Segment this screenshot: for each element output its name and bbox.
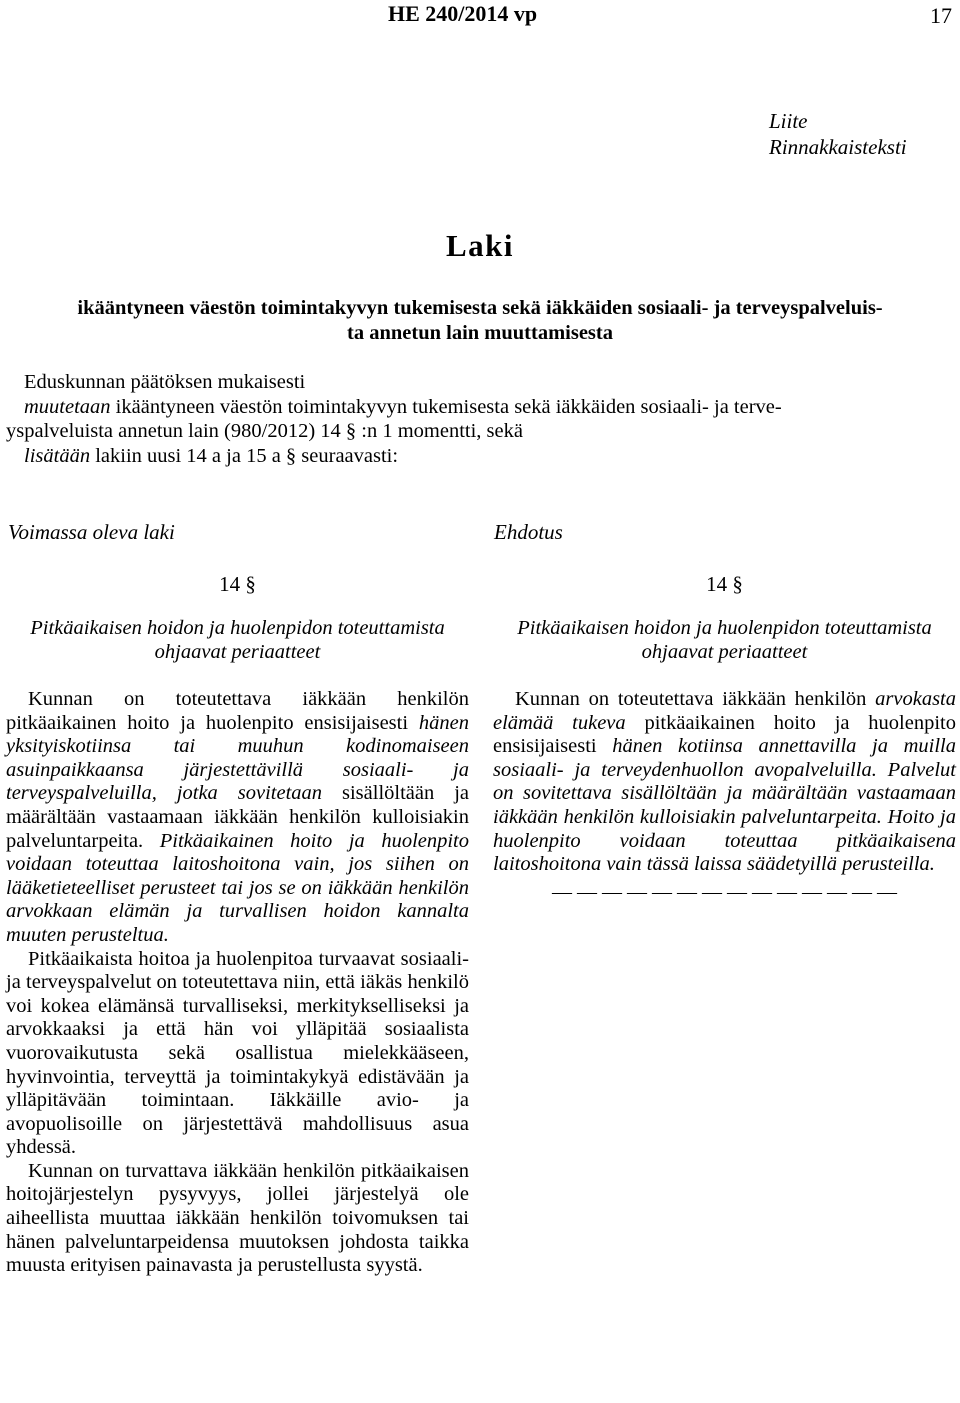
intro-line-1: Eduskunnan päätöksen mukaisesti bbox=[24, 371, 306, 393]
law-name bbox=[0, 296, 960, 346]
section-number: 14 § bbox=[706, 572, 743, 596]
paragraph-3: Kunnan on turvattava iäkkään henkilön pitkäaikaisen hoitojärjestelyn pysyvyys, jollei järjestelyä ole aiheellista muuttaa iäkkään henkilön toivomuksen tai hänen palveluntarpeidensa muutoksen johdosta taikka muusta erityisen painavasta ja perustellusta syystä. bbox=[6, 1159, 469, 1277]
paragraph-1-part-c: sisällöltään ja määrältään vastaamaan iäkkään henkilön kulloisiakin palveluntarpeita. bbox=[6, 782, 469, 852]
section-title: Pitkäaikaisen hoidon ja huolenpidon toteuttamista ohjaavat periaatteet bbox=[30, 617, 445, 663]
intro-line-4-rest: lakiin uusi 14 a ja 15 a § seuraavasti: bbox=[90, 444, 399, 467]
section-number: 14 § bbox=[219, 572, 256, 596]
section-title: Pitkäaikaisen hoidon ja huolenpidon toteuttamista ohjaavat periaatteet bbox=[517, 617, 932, 663]
column-heading-proposal: Ehdotus bbox=[494, 520, 563, 544]
intro-line-2 bbox=[24, 395, 952, 420]
column-heading-current-law: Voimassa oleva laki bbox=[8, 520, 175, 544]
page-number: 17 bbox=[930, 3, 952, 28]
intro-verb-add: lisätään bbox=[24, 444, 91, 467]
current-law-column bbox=[6, 570, 469, 1278]
law-name-line-1: ikääntyneen väestön toimintakyvyn tukemisesta sekä iäkkäiden sosiaali- ja terveyspalveluis- bbox=[77, 297, 883, 319]
intro-line-4 bbox=[24, 444, 952, 469]
document-id: HE 240/2014 vp bbox=[388, 1, 538, 26]
appendix-line-2: Rinnakkaisteksti bbox=[769, 135, 907, 159]
paragraph-1 bbox=[493, 688, 956, 877]
paragraph-1-part-b: hänen yksityiskotiinsa tai muuhun kodinomaiseen asuinpaikkaansa järjestettävillä sosiaali- ja terveyspalveluilla, jotka sovitetaan bbox=[6, 711, 469, 805]
appendix-label bbox=[769, 108, 907, 160]
intro-line-3: yspalveluista annetun lain (980/2012) 14 § :n 1 momentti, sekä bbox=[6, 420, 523, 442]
paragraph-1-part-b: arvokasta elämää tukeva bbox=[493, 688, 956, 734]
paragraph-1-part-a: Kunnan on toteutettava iäkkään henkilön bbox=[515, 688, 876, 710]
paragraph-1-part-d: Pitkäaikainen hoito ja huolenpito voidaan toteuttaa laitoshoitona vain, jos siihen on lääketieteelliset perusteet tai jos se on iäkkään henkilön arvokkaan elämän ja turvallisen hoidon kannalta muuten perusteltua. bbox=[6, 829, 469, 946]
paragraph-2: Pitkäaikaista hoitoa ja huolenpitoa turvaavat sosiaali- ja terveyspalvelut on toteutettava niin, että iäkäs henkilö voi kokea elämänsä turvalliseksi, merkitykselliseksi ja arvokkaaksi ja että hän voi ylläpitää sosiaalista vuorovaikutusta sekä osallistua mielekkääseen, hyvinvointia, terveyttä ja toimintakykyä edistävään ja ylläpitävään toimintaan. Iäkkäille avio- ja avopuolisoille on järjestettävä mahdollisuus asua yhdessä. bbox=[6, 947, 469, 1159]
appendix-line-1: Liite bbox=[769, 109, 808, 133]
paragraph-1-part-a: Kunnan on toteutettava iäkkään henkilön pitkäaikainen hoito ja huolenpito ensisijaisesti bbox=[6, 688, 469, 734]
paragraph-1-part-c: pitkäaikainen hoito ja huolenpito ensisijaisesti bbox=[493, 711, 956, 758]
proposal-column bbox=[493, 570, 956, 904]
law-name-line-2: ta annetun lain muuttamisesta bbox=[347, 322, 613, 344]
paragraph-1 bbox=[6, 688, 469, 948]
omission-dashes: — — — — — — — — — — — — — — bbox=[552, 880, 897, 903]
law-title: Laki bbox=[445, 228, 515, 263]
intro-verb-amend: muutetaan bbox=[24, 395, 111, 418]
paragraph-1-part-d: hänen kotiinsa annettavilla ja muilla sosiaali- ja terveydenhuollon avopalveluilla. Palvelut on sovitettava sisällöltään ja määrältään vastaamaan iäkkään henkilön kulloisiakin palveluntarpeita. Hoito ja huolenpito voidaan toteuttaa pitkäaikaisena laitoshoitona vain tässä laissa säädetyillä perusteilla. bbox=[493, 735, 956, 876]
intro-line-2-rest: ikääntyneen väestön toimintakyvyn tukemisesta sekä iäkkäiden sosiaali- ja terve- bbox=[110, 395, 782, 418]
enactment-clause bbox=[6, 370, 952, 468]
